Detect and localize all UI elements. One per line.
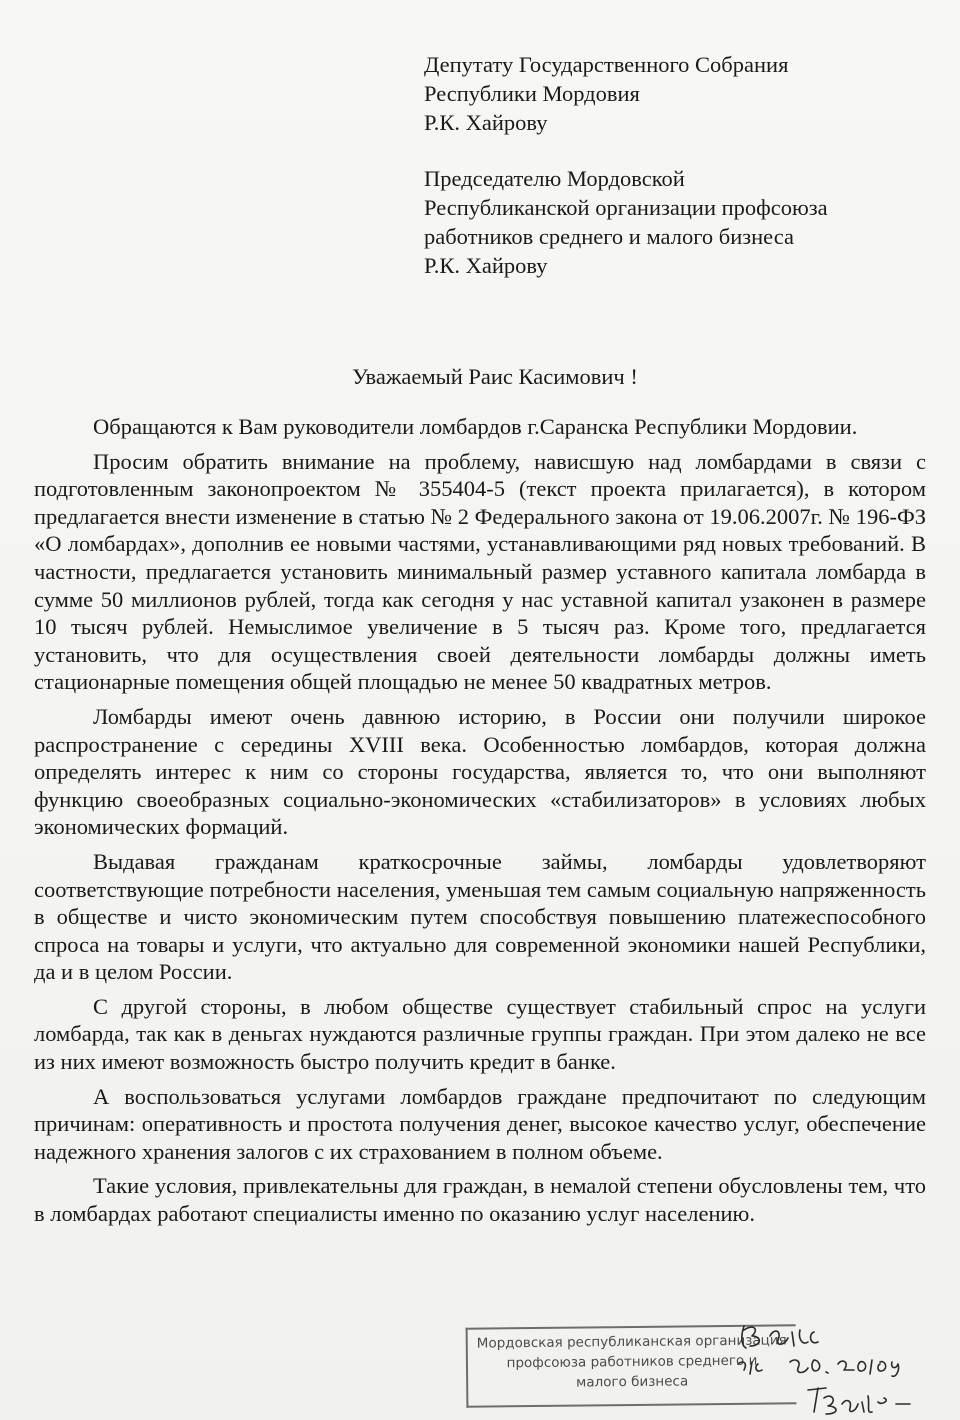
body-paragraph: Выдавая гражданам краткосрочные займы, ломбарды удовлетворяют соответствующие потребности населения, уменьшая тем самым социальную напряженность в обществе и чисто экономическим путем способствуя повышению платежеспособного спроса на товары и услуги, что актуально для современной экономики нашей Республики, да и в целом России. <box>34 848 926 985</box>
addressee-line: Председателю Мордовской <box>424 166 685 191</box>
letter-body <box>34 413 926 1235</box>
salutation: Уважаемый Раис Касимович ! <box>352 364 638 389</box>
stamp-line: профсоюза работников среднего и <box>506 1352 758 1372</box>
addressee-line: Депутату Государственного Собрания <box>424 52 789 77</box>
addressee-name: Р.К. Хайрову <box>424 253 548 278</box>
addressee-line: работников среднего и малого бизнеса <box>424 224 794 249</box>
handwritten-signature-icon <box>730 1318 950 1418</box>
body-paragraph: Ломбарды имеют очень давнюю историю, в России они получили широкое распространение с середины XVIII века. Особенностью ломбардов, которая должна определять интерес к ним со стороны государства, является то, что они выполняют функцию своеобразных социально-экономических «стабилизаторов» в условиях любых экономических формаций. <box>34 703 926 840</box>
body-paragraph: А воспользоваться услугами ломбардов граждане предпочитают по следующим причинам: оперативность и простота получения денег, высокое качество услуг, обеспечение надежного хранения залогов с их страхованием в полном объеме. <box>34 1083 926 1164</box>
body-paragraph: Обращаются к Вам руководители ломбардов г.Саранска Республики Мордовии. <box>93 414 858 439</box>
addressee-line: Республиканской организации профсоюза <box>424 195 828 220</box>
addressee-block-deputy <box>424 50 788 137</box>
stamp-line: малого бизнеса <box>576 1373 689 1391</box>
stamp-line: Мордовская республиканская организация <box>476 1332 787 1352</box>
body-paragraph: Такие условия, привлекательны для граждан, в немалой степени обусловлены тем, что в ломбардах работают специалисты именно по оказанию услуг населению. <box>34 1173 926 1227</box>
addressee-block-chairman <box>424 164 828 280</box>
addressee-line: Республики Мордовия <box>424 81 640 106</box>
addressee-name: Р.К. Хайрову <box>424 110 548 135</box>
body-paragraph: С другой стороны, в любом обществе существует стабильный спрос на услуги ломбарда, так как в деньгах нуждаются различные группы граждан. При этом далеко не все из них имеют возможность быстро получить кредит в банке. <box>34 993 926 1075</box>
body-paragraph: Просим обратить внимание на проблему, нависшую над ломбардами в связи с подготовленным законопроектом № 355404-5 (текст проекта прилагается), в котором предлагается внести изменение в статью № 2 Федерального закона от 19.06.2007г. № 196-ФЗ «О ломбардах», дополнив ее новыми частями, устанавливающими ряд новых требований. В частности, предлагается установить минимальный размер уставного капитала ломбарда в сумме 50 миллионов рублей, тогда как сегодня у нас уставной капитал узаконен в размере 10 тысяч рублей. Немыслимое увеличение в 5 тысяч раз. Кроме того, предлагается установить, что для осуществления своей деятельности ломбарды должны иметь стационарные помещения общей площадью не менее 50 квадратных метров. <box>34 448 926 695</box>
